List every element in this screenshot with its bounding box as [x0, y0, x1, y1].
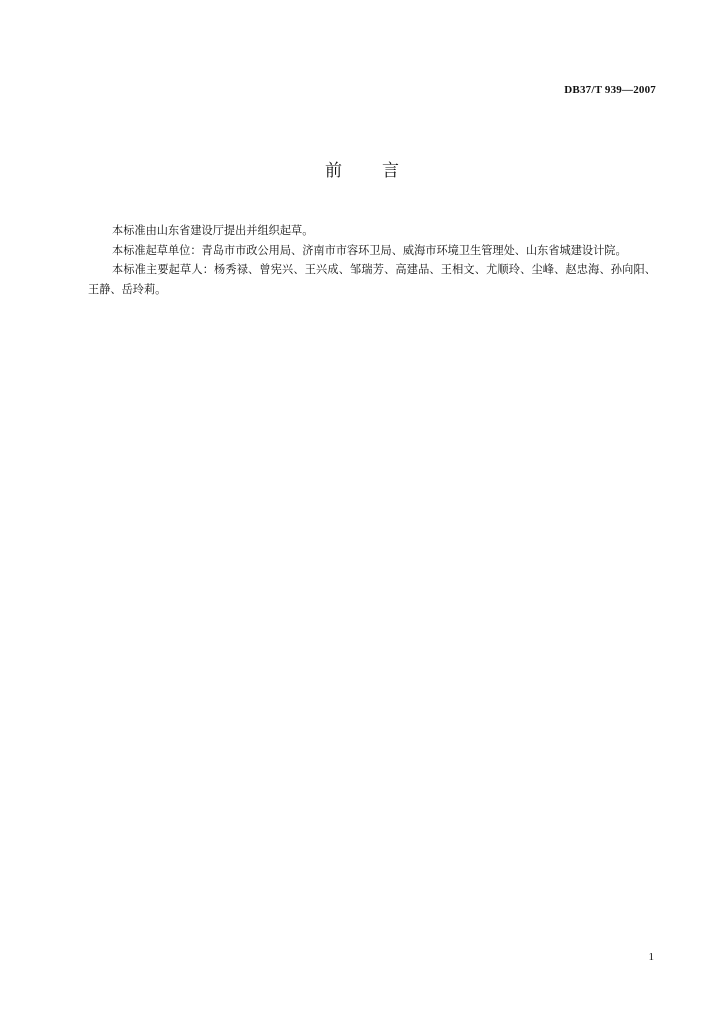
- standard-code: DB37/T 939—2007: [564, 84, 656, 96]
- paragraph-drafters: 本标准主要起草人：杨秀禄、曾宪兴、王兴成、邹瑞芳、高建品、王相文、尤顺玲、尘峰、赵忠海、孙向阳、王静、岳玲莉。: [88, 263, 656, 296]
- title-char-1: 前: [325, 161, 342, 181]
- foreword-body: [88, 221, 656, 299]
- paragraph-proposer: 本标准由山东省建设厅提出并组织起草。: [112, 224, 314, 237]
- title-char-2: 言: [382, 161, 399, 181]
- page-title: [0, 156, 724, 181]
- paragraph-drafting-units: 本标准起草单位：青岛市市政公用局、济南市市容环卫局、威海市环境卫生管理处、山东省城建设计院。: [112, 243, 627, 257]
- page-number: 1: [648, 951, 654, 963]
